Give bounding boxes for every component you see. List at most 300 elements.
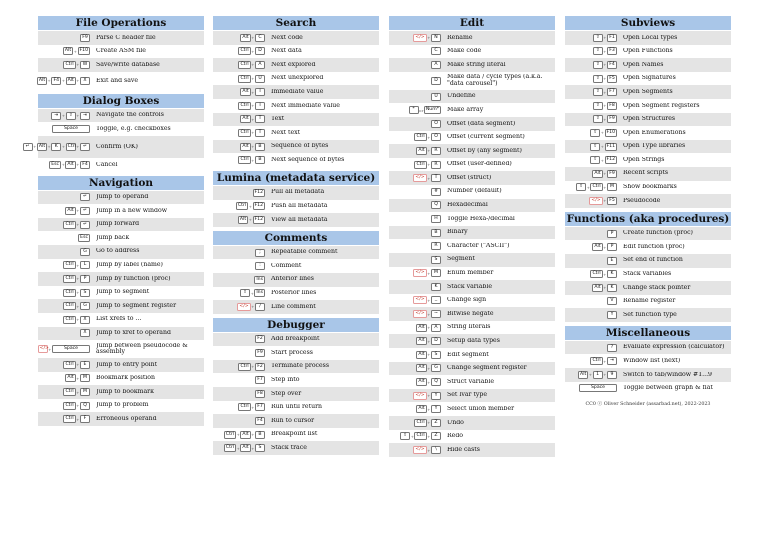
key-cap: M: [607, 183, 617, 191]
column-4: [565, 16, 731, 407]
shortcut-row: [38, 191, 204, 205]
key-plus: +: [251, 445, 255, 451]
shortcut-keys: [565, 384, 623, 392]
key-cap: F12: [254, 203, 263, 209]
key-cap: ↵: [80, 207, 90, 215]
shortcut-keys: [565, 102, 623, 110]
shortcut-row: [389, 375, 555, 389]
key-cap: Alt: [242, 89, 249, 95]
key-cap: F: [80, 415, 90, 423]
shortcut-row: [38, 412, 204, 426]
key-cap: C: [431, 47, 441, 55]
key-cap: ⇧: [576, 183, 586, 191]
section-title: Search: [213, 16, 379, 30]
key-plus: +: [251, 144, 255, 150]
column-3: [389, 16, 555, 461]
shortcut-keys: [565, 257, 623, 265]
key-plus: +: [251, 76, 255, 82]
key-cap: ⇧: [593, 61, 603, 69]
key-plus: +: [427, 311, 431, 317]
shortcut-description: Pull all metadata: [271, 189, 325, 196]
shortcut-description: Make string literal: [447, 61, 506, 68]
shortcut-keys: [565, 197, 623, 205]
key-cap: F12: [606, 157, 615, 163]
key-cap: Ctrl: [240, 61, 249, 67]
section-title: Debugger: [213, 318, 379, 332]
shortcut-row: [389, 430, 555, 444]
shortcut-row: [565, 140, 731, 154]
key-cap: D: [431, 77, 441, 85]
key-plus: +: [600, 157, 604, 163]
key-plus: +: [76, 362, 80, 368]
key-plus: +: [251, 48, 255, 54]
shortcut-row: [565, 126, 731, 140]
key-cap: Alt: [594, 170, 601, 176]
key-plus: +: [588, 372, 593, 378]
shortcut-description: Switch to tab/window #1...9: [623, 371, 712, 378]
shortcut-keys: [389, 61, 447, 69]
shortcut-description: Exit and save: [96, 77, 139, 84]
shortcut-description: Stack variable: [447, 283, 493, 290]
shortcut-keys: [389, 283, 447, 291]
shortcut-description: Bookmark position: [96, 375, 155, 382]
key-cap: F9: [80, 34, 90, 42]
key-plus: +: [76, 375, 80, 381]
shortcut-keys: [389, 324, 447, 332]
shortcut-description: Add breakpoint: [271, 336, 320, 343]
shortcut-row: [565, 99, 731, 113]
section-title: Dialog Boxes: [38, 94, 204, 108]
shortcut-row: [389, 321, 555, 335]
shortcut-keys: [213, 444, 271, 452]
section-title: Miscellaneous: [565, 326, 731, 340]
shortcut-row: [213, 45, 379, 59]
shortcut-keys: [213, 129, 271, 137]
shortcut-keys: [389, 47, 447, 55]
key-plus: +: [251, 35, 255, 41]
shortcut-description: Immediate value: [271, 88, 324, 95]
shortcut-description: String literals: [447, 324, 491, 331]
shortcut-keys: [38, 402, 96, 410]
key-cap: F4: [80, 161, 90, 169]
shortcut-description: Open Segments: [623, 88, 673, 95]
key-cap: R: [431, 147, 441, 155]
key-plus: +: [76, 113, 80, 119]
section-file-operations: [38, 16, 204, 90]
shortcut-keys: [213, 61, 271, 69]
key-cap: F12: [254, 189, 263, 195]
shortcut-row: [565, 45, 731, 59]
shortcut-description: Anterior lines: [271, 276, 314, 283]
key-cap: 9: [607, 371, 617, 379]
key-plus: +: [603, 171, 607, 177]
shortcut-keys: [38, 234, 96, 242]
shortcut-keys: [565, 61, 623, 69]
shortcut-description: Jump to bookmark: [96, 388, 154, 395]
shortcut-keys: [38, 345, 96, 353]
key-cap: F5: [607, 197, 617, 205]
shortcut-description: Toggle Hexa-/decimal: [447, 215, 515, 222]
shortcut-keys: [25, 143, 96, 151]
key-cap: Alt: [242, 143, 249, 149]
key-cap: :: [255, 262, 265, 270]
shortcut-row: [213, 401, 379, 415]
shortcut-keys: [389, 256, 447, 264]
key-cap: X: [80, 329, 90, 337]
key-plus: +: [76, 162, 80, 168]
key-cap: W: [80, 61, 90, 69]
key-cap: </>: [39, 346, 49, 352]
shortcut-description: Make array: [447, 106, 484, 113]
key-plus: +: [427, 352, 431, 358]
shortcut-keys: [213, 349, 271, 357]
shortcut-row: [38, 31, 204, 45]
key-plus: +: [76, 303, 80, 309]
shortcut-description: Terminate process: [271, 363, 330, 370]
shortcut-description: Change stack pointer: [623, 284, 691, 291]
key-cap: U: [255, 75, 265, 83]
shortcut-keys: [389, 269, 447, 277]
key-cap: Y: [607, 311, 617, 319]
shortcut-row: [389, 226, 555, 240]
shortcut-description: Edit segment: [447, 351, 489, 358]
shortcut-description: Push all metadata: [271, 203, 328, 210]
shortcut-keys: [38, 193, 96, 201]
shortcut-description: Setup data types: [447, 338, 500, 345]
shortcut-row: [565, 368, 731, 382]
key-cap: Alt: [242, 445, 249, 451]
key-plus: +: [251, 89, 255, 95]
key-cap: ↵: [80, 193, 90, 201]
shortcut-row: [389, 144, 555, 158]
key-plus: +: [603, 244, 607, 250]
shortcut-row: [38, 299, 204, 313]
key-plus: +: [76, 208, 80, 214]
key-cap: Ctrl: [240, 404, 249, 410]
shortcut-description: Edit function (proc): [623, 243, 685, 250]
key-plus: +: [603, 48, 607, 54]
key-cap: Y: [431, 405, 441, 413]
key-cap: Ctrl: [240, 157, 249, 163]
shortcut-row: [565, 58, 731, 72]
shortcut-row: [25, 136, 204, 158]
key-plus: +: [603, 89, 607, 95]
shortcut-keys: [213, 47, 271, 55]
shortcut-row: [389, 117, 555, 131]
shortcut-description: Text: [271, 116, 285, 123]
key-plus: +: [427, 325, 431, 331]
key-cap: Alt: [418, 324, 425, 330]
key-plus: +: [76, 317, 80, 323]
key-cap: M: [431, 269, 441, 277]
key-cap: Ctrl: [65, 61, 74, 67]
shortcut-row: [565, 31, 731, 45]
key-cap: Ctrl: [65, 361, 74, 367]
key-cap: ↵: [80, 221, 90, 229]
key-plus: +: [427, 406, 431, 412]
shortcut-row: [389, 402, 555, 416]
shortcut-row: [213, 300, 379, 314]
key-cap: Ctrl: [416, 134, 425, 140]
key-cap: K: [51, 143, 61, 151]
key-plus: +: [427, 338, 431, 344]
shortcut-keys: [213, 202, 271, 210]
key-cap: F4: [255, 417, 265, 425]
shortcut-description: Segment: [447, 256, 475, 263]
shortcut-description: Jump to operand: [96, 194, 149, 201]
key-cap: ;: [255, 249, 265, 257]
shortcut-keys: [213, 75, 271, 83]
shortcut-description: Select union member: [447, 405, 515, 412]
key-cap: Alt: [38, 143, 46, 149]
key-cap: A: [431, 324, 441, 332]
key-cap: Z: [431, 419, 441, 427]
key-cap: Alt: [38, 77, 46, 83]
shortcut-keys: [389, 161, 447, 169]
key-plus: +: [61, 78, 66, 84]
shortcut-description: Set lvar type: [447, 392, 488, 399]
shortcut-description: Start process: [271, 349, 313, 356]
shortcut-keys: [38, 47, 96, 55]
shortcut-keys: [389, 337, 447, 345]
key-cap: A: [431, 61, 441, 69]
key-plus: +: [603, 184, 607, 190]
key-cap: F8: [255, 390, 265, 398]
key-cap: ⇧: [590, 129, 600, 137]
key-plus: +: [73, 48, 77, 54]
key-plus: +: [427, 379, 431, 385]
shortcut-description: Set end of function: [623, 257, 683, 264]
key-cap: E: [607, 257, 617, 265]
shortcut-description: Jump between pseudocode & assembly: [96, 342, 188, 356]
key-cap: 1: [593, 371, 603, 379]
column-2: [213, 16, 379, 459]
shortcut-row: [565, 167, 731, 181]
shortcut-row: [38, 45, 204, 59]
key-cap: </>: [415, 34, 425, 40]
shortcut-keys: [565, 47, 623, 55]
shortcut-row: [389, 212, 555, 226]
shortcut-description: Next data: [271, 48, 302, 55]
shortcut-keys: [565, 371, 623, 379]
key-cap: ?: [607, 344, 617, 352]
shortcut-keys: [389, 432, 447, 440]
shortcut-row: [565, 181, 731, 195]
shortcut-row: [389, 334, 555, 348]
shortcut-row: [38, 72, 204, 90]
key-cap: Ctrl: [65, 416, 74, 422]
shortcut-row: [213, 441, 379, 455]
key-cap: F8: [607, 102, 617, 110]
section-title: Subviews: [565, 16, 731, 30]
key-cap: R: [431, 242, 441, 250]
key-cap: Alt: [67, 77, 74, 83]
key-cap: *: [409, 106, 419, 114]
shortcut-description: Repeatable comment: [271, 249, 338, 256]
shortcut-keys: [565, 183, 623, 191]
section-title: Comments: [213, 231, 379, 245]
shortcut-row: [38, 286, 204, 300]
shortcut-row: [213, 246, 379, 260]
key-cap: Alt: [594, 284, 601, 290]
shortcut-row: [389, 362, 555, 376]
shortcut-description: List xrefs to ...: [96, 316, 142, 323]
key-cap: </>: [415, 447, 425, 453]
key-cap: ~: [431, 310, 441, 318]
key-cap: Ctrl: [65, 316, 74, 322]
shortcut-keys: [389, 120, 447, 128]
shortcut-keys: [213, 216, 271, 224]
shortcut-description: Step over: [271, 390, 302, 397]
shortcut-keys: [38, 388, 96, 396]
shortcut-row: [565, 227, 731, 241]
key-cap: Q: [80, 402, 90, 410]
section-edit: [389, 16, 555, 457]
key-plus: +: [61, 113, 66, 119]
key-cap: F4: [51, 77, 61, 85]
key-cap: Alt: [580, 371, 587, 377]
shortcut-keys: [38, 77, 96, 85]
shortcut-keys: [389, 405, 447, 413]
key-cap: N: [431, 34, 441, 42]
shortcut-keys: [565, 115, 623, 123]
shortcut-keys: [389, 419, 447, 427]
key-plus: +: [251, 103, 255, 109]
section-functions-aka-procedures: [565, 212, 731, 322]
key-plus: +: [250, 290, 254, 296]
shortcut-description: Posterior lines: [271, 290, 317, 297]
key-cap: P: [607, 230, 617, 238]
shortcut-row: [565, 268, 731, 282]
key-plus: +: [76, 144, 80, 150]
key-cap: ⇧: [593, 75, 603, 83]
shortcut-keys: [213, 403, 271, 411]
section-title: Edit: [389, 16, 555, 30]
key-cap: Esc: [80, 235, 88, 241]
shortcut-keys: [565, 88, 623, 96]
shortcut-description: View all metadata: [271, 216, 328, 223]
shortcut-row: [389, 131, 555, 145]
shortcut-row: [213, 259, 379, 273]
key-cap: F9: [607, 170, 617, 178]
shortcut-row: [565, 85, 731, 99]
shortcut-description: Make data / cycle types (a.k.a. "data carousel"): [447, 74, 543, 87]
key-cap: Ins: [256, 276, 263, 282]
key-plus: +: [236, 445, 240, 451]
shortcut-row: [565, 341, 731, 355]
shortcut-keys: [565, 156, 623, 164]
key-cap: ⇧: [66, 112, 76, 120]
shortcut-row: [213, 126, 379, 140]
shortcut-keys: [38, 112, 96, 120]
shortcut-keys: [213, 363, 271, 371]
key-plus: +: [251, 157, 255, 163]
shortcut-keys: [213, 417, 271, 425]
shortcut-row: [213, 153, 379, 167]
shortcut-description: Number (default): [447, 188, 502, 195]
shortcut-description: Navigate the controls: [96, 112, 164, 119]
shortcut-description: Set function type: [623, 311, 677, 318]
key-cap: F11: [606, 143, 615, 149]
shortcut-description: Open Names: [623, 61, 664, 68]
shortcut-row: [389, 72, 555, 90]
key-cap: Alt: [418, 147, 425, 153]
key-cap: ⇧: [400, 432, 410, 440]
shortcut-keys: [38, 34, 96, 42]
key-cap: Ctrl: [65, 289, 74, 295]
key-plus: +: [600, 130, 604, 136]
shortcut-keys: [38, 289, 96, 297]
shortcut-keys: [213, 335, 271, 343]
key-cap: ⇧: [593, 34, 603, 42]
shortcut-keys: [389, 296, 447, 304]
key-cap: Ctrl: [240, 363, 249, 369]
key-cap: B: [255, 143, 265, 151]
shortcut-description: Offset by (any segment): [447, 147, 522, 154]
section-lumina-metadata-service: [213, 171, 379, 227]
key-cap: Ctrl: [65, 221, 74, 227]
shortcut-row: [38, 58, 204, 72]
key-cap: ⇥: [51, 112, 61, 120]
shortcut-description: Sequence of bytes: [271, 143, 329, 150]
shortcut-keys: [213, 115, 271, 123]
shortcut-description: Evaluate expression (calculator): [623, 344, 725, 351]
key-cap: Ctrl: [225, 431, 235, 437]
shortcut-keys: [213, 102, 271, 110]
section-search: [213, 16, 379, 167]
key-cap: </>: [591, 197, 601, 203]
key-plus: +: [248, 217, 252, 223]
shortcut-row: [213, 213, 379, 227]
shortcut-description: Rename register: [623, 298, 676, 305]
key-cap: X: [80, 316, 90, 324]
shortcut-row: [389, 280, 555, 294]
shortcut-description: Hide casts: [447, 446, 480, 453]
key-plus: +: [427, 393, 431, 399]
shortcut-description: Erroneous operand: [96, 416, 157, 423]
shortcut-description: Next unexplored: [271, 75, 324, 82]
key-cap: Ctrl: [416, 433, 425, 439]
shortcut-row: [38, 272, 204, 286]
key-cap: Ctrl: [592, 184, 601, 190]
section-miscellaneous: [565, 326, 731, 395]
key-cap: A: [255, 61, 265, 69]
key-cap: Ctrl: [416, 419, 425, 425]
key-cap: Ctrl: [592, 358, 601, 364]
key-cap: Ctrl: [225, 445, 235, 451]
key-cap: F4: [607, 61, 617, 69]
shortcut-row: [389, 253, 555, 267]
shortcut-keys: [38, 125, 96, 133]
shortcut-description: Toggle between graph & flat: [623, 385, 713, 392]
key-cap: O: [431, 120, 441, 128]
key-cap: Alt: [64, 48, 72, 54]
key-cap: Ctrl: [592, 271, 601, 277]
shortcut-keys: [38, 329, 96, 337]
key-plus: +: [47, 78, 51, 84]
shortcut-row: [565, 113, 731, 127]
shortcut-description: Offset (struct): [447, 174, 492, 181]
shortcut-keys: [565, 311, 623, 319]
shortcut-keys: [389, 188, 447, 196]
key-cap: B: [431, 229, 441, 237]
key-plus: +: [427, 447, 431, 453]
shortcut-row: [389, 103, 555, 117]
shortcut-keys: [565, 129, 623, 137]
shortcut-row: [38, 231, 204, 245]
key-plus: +: [427, 35, 431, 41]
key-plus: +: [427, 148, 431, 154]
